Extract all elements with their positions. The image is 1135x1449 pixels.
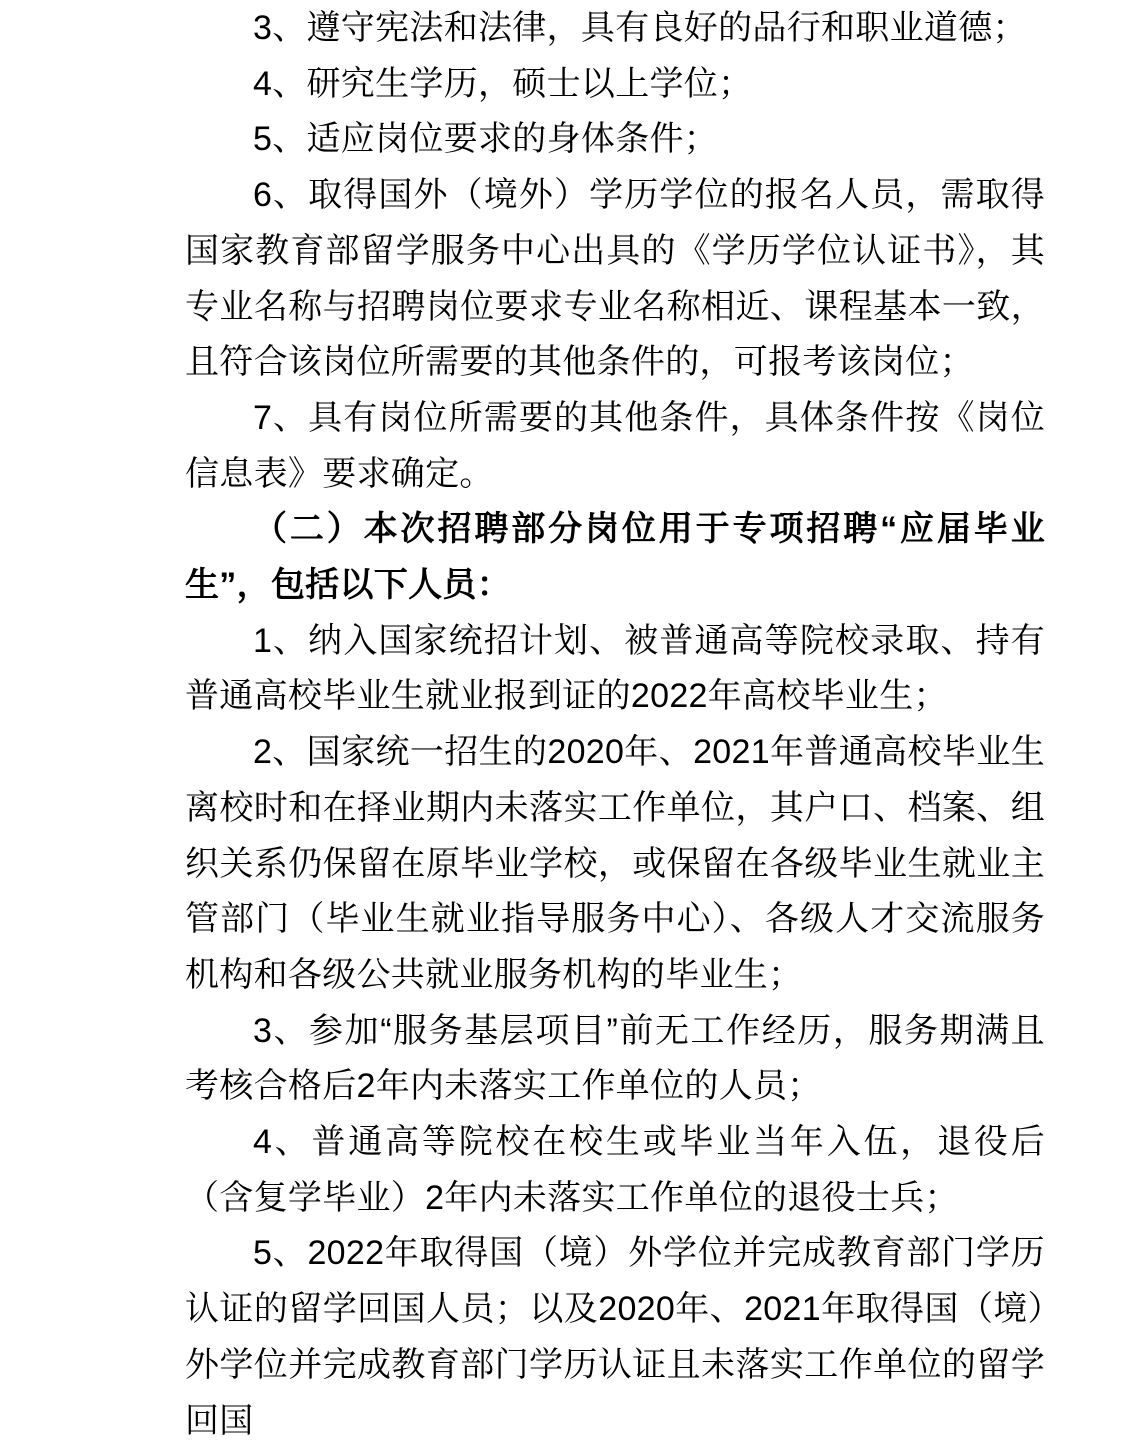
paragraph-condition-7: 7、具有岗位所需要的其他条件，具体条件按《岗位信息表》要求确定。: [185, 398, 1045, 493]
paragraph-graduate-type-2: 2、国家统一招生的2020年、2021年普通高校毕业生离校时和在择业期内未落实工作单位，其户口、档案、组织关系仍保留在原毕业学校，或保留在各级毕业生就业主管部门（毕业生就业指导服务中心）、各级人才交流服务机构和各级公共就业服务机构的毕业生；: [185, 733, 1045, 994]
paragraph-condition-3: 3、遵守宪法和法律，具有良好的品行和职业道德；: [253, 9, 1027, 47]
paragraph-graduate-type-3: 3、参加“服务基层项目”前无工作经历，服务期满且考核合格后2年内未落实工作单位的人员；: [185, 1011, 1045, 1106]
document-body: [185, 0, 1045, 1449]
paragraph-condition-4: 4、研究生学历，硕士以上学位；: [253, 64, 753, 103]
section-heading-2: （二）本次招聘部分岗位用于专项招聘“应届毕业生”，包括以下人员：: [185, 510, 1045, 605]
paragraph-graduate-type-4: 4、普通高等院校在校生或毕业当年入伍，退役后（含复学毕业）2年内未落实工作单位的退役士兵；: [185, 1123, 1045, 1217]
paragraph-graduate-type-1: 1、纳入国家统招计划、被普通高等院校录取、持有普通高校毕业生就业报到证的2022年高校毕业生；: [185, 621, 1045, 716]
paragraph-condition-5: 5、适应岗位要求的身体条件；: [253, 120, 719, 159]
paragraph-condition-6: 6、取得国外（境外）学历学位的报名人员，需取得国家教育部留学服务中心出具的《学历学位认证书》，其专业名称与招聘岗位要求专业名称相近、课程基本一致，且符合该岗位所需要的其他条件的，可报考该岗位；: [185, 176, 1045, 382]
paragraph-graduate-type-5: 5、2022年取得国（境）外学位并完成教育部门学历认证的留学回国人员；以及2020年、2021年取得国（境）外学位并完成教育部门学历认证且未落实工作单位的留学回国: [185, 1234, 1045, 1440]
